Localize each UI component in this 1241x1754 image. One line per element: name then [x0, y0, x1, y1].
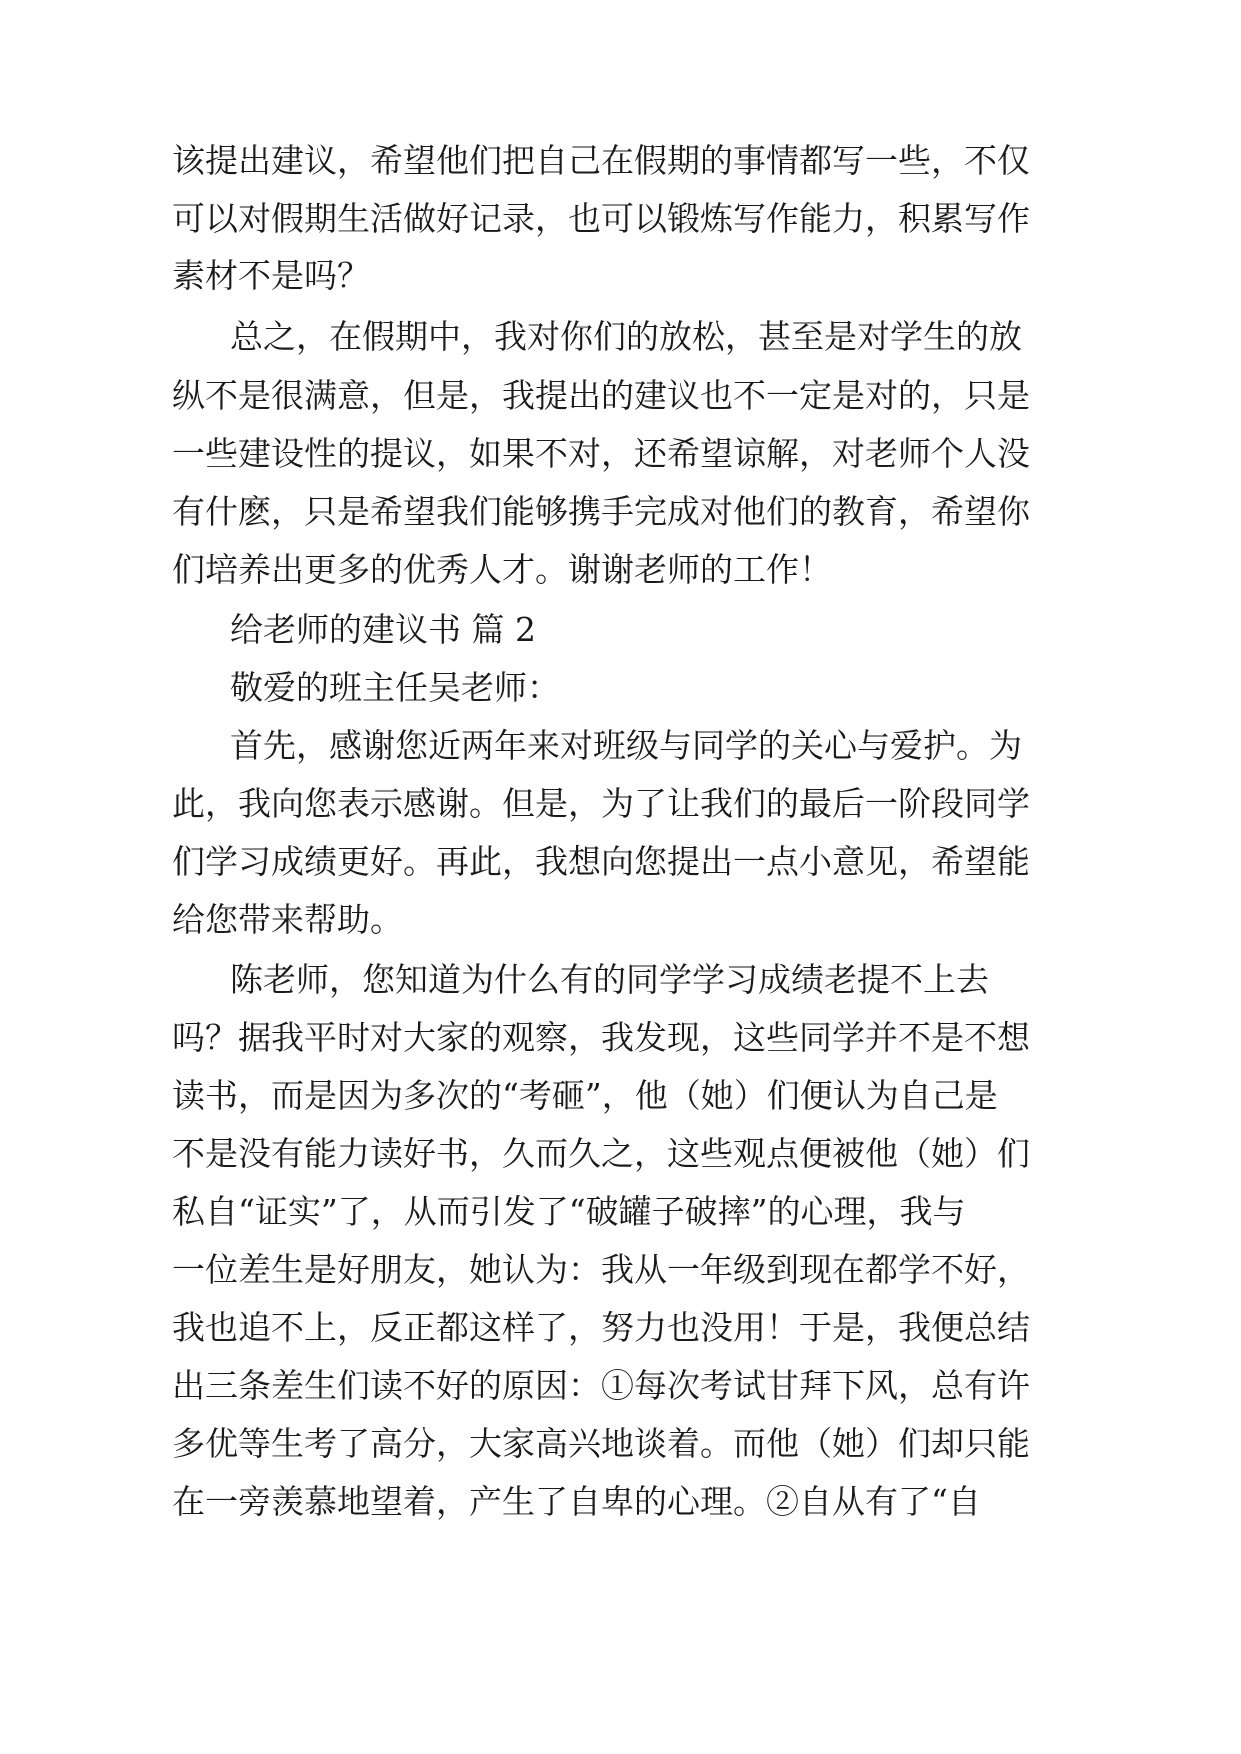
text-line: 可以对假期生活做好记录，也可以锻炼写作能力，积累写作 — [172, 199, 1030, 238]
text-line: 们学习成绩更好。再此，我想向您提出一点小意见，希望能 — [172, 842, 1030, 881]
text-line: 读书，而是因为多次的“考砸”，他（她）们便认为自己是 — [172, 1076, 998, 1115]
text-line: 素材不是吗？ — [172, 256, 370, 295]
text-line: 陈老师，您知道为什么有的同学学习成绩老提不上去 — [230, 960, 989, 999]
text-line: 在一旁羡慕地望着，产生了自卑的心理。②自从有了“自 — [172, 1482, 981, 1521]
text-line: 不是没有能力读好书，久而久之，这些观点便被他（她）们 — [172, 1134, 1030, 1173]
text-line: 出三条差生们读不好的原因：①每次考试甘拜下风，总有许 — [172, 1366, 1030, 1405]
section-heading: 给老师的建议书 篇 2 — [230, 610, 536, 649]
text-line: 纵不是很满意，但是，我提出的建议也不一定是对的，只是 — [172, 376, 1030, 415]
salutation: 敬爱的班主任吴老师： — [230, 668, 560, 707]
text-line: 该提出建议，希望他们把自己在假期的事情都写一些，不仅 — [172, 141, 1030, 180]
text-line: 首先，感谢您近两年来对班级与同学的关心与爱护。为 — [230, 726, 1022, 765]
text-line: 们培养出更多的优秀人才。谢谢老师的工作！ — [172, 550, 832, 589]
text-line: 一些建设性的提议，如果不对，还希望谅解，对老师个人没 — [172, 434, 1030, 473]
text-line: 一位差生是好朋友，她认为：我从一年级到现在都学不好， — [172, 1250, 1030, 1289]
text-line: 总之，在假期中，我对你们的放松，甚至是对学生的放 — [230, 317, 1022, 356]
text-line: 给您带来帮助。 — [172, 900, 403, 939]
text-line: 私自“证实”了，从而引发了“破罐子破摔”的心理，我与 — [172, 1192, 966, 1231]
text-line: 此，我向您表示感谢。但是，为了让我们的最后一阶段同学 — [172, 784, 1030, 823]
text-line: 有什麽，只是希望我们能够携手完成对他们的教育，希望你 — [172, 492, 1030, 531]
text-line: 多优等生考了高分，大家高兴地谈着。而他（她）们却只能 — [172, 1424, 1030, 1463]
text-line: 我也追不上，反正都这样了，努力也没用！于是，我便总结 — [172, 1308, 1030, 1347]
text-line: 吗？据我平时对大家的观察，我发现，这些同学并不是不想 — [172, 1018, 1030, 1057]
